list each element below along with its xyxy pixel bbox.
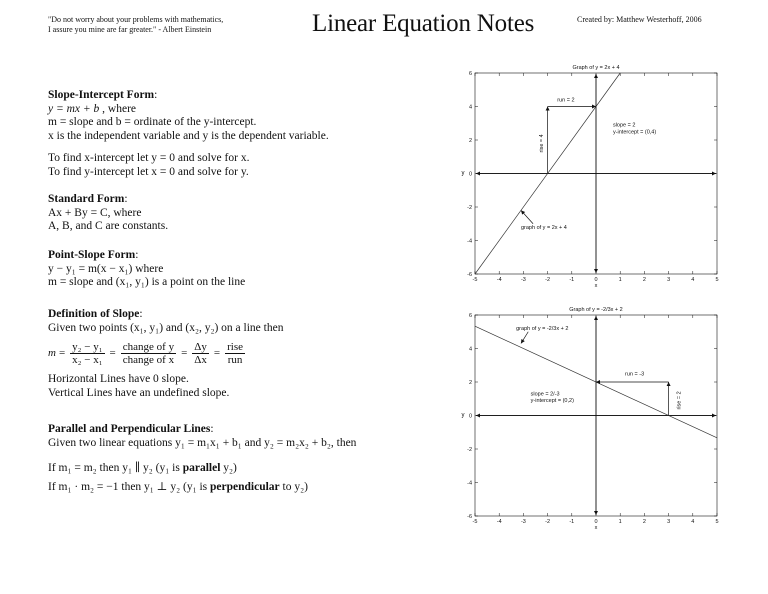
graph-label: graph of y = 2x + 4 (520, 224, 567, 231)
y-tick-label: -2 (467, 447, 472, 453)
fraction-change (121, 341, 176, 366)
fraction-delta-y-over-delta-x (70, 341, 104, 366)
einstein-quote (48, 15, 223, 35)
fraction-denominator: change of x (122, 354, 175, 366)
x-tick-label: -5 (472, 519, 478, 525)
rise-label: rise = 2 (676, 391, 683, 410)
y-tick-label: -2 (467, 205, 472, 211)
x-tick-label: 2 (642, 519, 646, 525)
chart-title: Graph of y = 2x + 4 (572, 65, 620, 71)
x-axis-label: x (594, 283, 598, 289)
y-tick-label: 0 (468, 413, 472, 420)
run-label: run = 2 (557, 97, 575, 104)
point-slope-heading: Point-Slope Form (48, 249, 136, 261)
y-axis-label: y (461, 170, 465, 177)
slope-intercept-line-3: x is the independent variable and y is the dependent variable. (48, 129, 329, 142)
y-tick-label: 6 (468, 71, 472, 77)
fraction-numerator: Δy (194, 341, 207, 353)
graph-2 (440, 300, 740, 536)
equals-sign: = (181, 346, 188, 359)
quote-line-2: I assure you mine are far greater." - Albert Einstein (48, 25, 212, 34)
y-tick-label: -6 (467, 514, 472, 520)
x-tick-label: -4 (496, 519, 502, 525)
y-tick-label: 2 (468, 380, 472, 386)
x-tick-label: 0 (594, 519, 598, 525)
equals-sign: = (58, 346, 66, 359)
intercept-label: y-intercept = (0,2) (530, 398, 574, 405)
x-tick-label: -5 (472, 277, 478, 283)
fraction-delta (192, 341, 209, 366)
fraction-numerator: y₂ − y₁ (72, 341, 103, 353)
x-tick-label: 3 (667, 277, 671, 283)
x-tick-label: 0 (594, 277, 598, 283)
chart-title: Graph of y = -2/3x + 2 (569, 307, 623, 313)
point-slope-section: Point-Slope Form: y − y₁ = m(x − x₁) where m = slope and (x₁, y₁) is a point on the line (48, 249, 246, 288)
slope-intercept-line-2: m = slope and b = ordinate of the y-intercept. (48, 116, 257, 128)
equals-sign: = (213, 346, 221, 359)
graph-label-pointer-head (521, 339, 525, 343)
vertical-lines-note: Vertical Lines have an undefined slope. (48, 386, 230, 399)
rise-arrow-head (667, 382, 671, 386)
slope-intercept-equation: y = mx + b (48, 102, 100, 115)
x-tick-label: -1 (569, 519, 575, 525)
parallel-line-1: Given two linear equations y₁ = m₁x₁ + b₁ and y₂ = m₂x₂ + b₂, then (48, 436, 357, 449)
fraction-denominator: run (227, 354, 243, 366)
x-axis-arrow-left-head (476, 172, 480, 176)
perpendicular-rule-text: If m₁ · m₂ = −1 then y₁ ⊥ y₂ (y₁ is (48, 480, 211, 493)
parallel-heading: Parallel and Perpendicular Lines (48, 423, 211, 435)
y-tick-label: 4 (468, 346, 472, 353)
slope-m: m (48, 346, 56, 359)
x-tick-label: 1 (618, 277, 622, 283)
x-tick-label: 3 (667, 519, 671, 525)
standard-form-line-2: A, B, and C are constants. (48, 220, 169, 232)
point-slope-line-2: m = slope and (x₁, y₁) is a point on the line (48, 276, 246, 288)
horizontal-lines-note: Horizontal Lines have 0 slope. (48, 373, 189, 385)
fraction-denominator: x₂ − x₁ (72, 354, 103, 366)
x-tick-label: 4 (691, 519, 695, 525)
x-tick-label: 2 (642, 277, 646, 283)
run-label: run = -3 (625, 371, 645, 378)
slope-intercept-section: Slope-Intercept Form: y = mx + b , where m = slope and b = ordinate of the y-intercept. x is the independent variable and y is the dependent variable. To find x-intercept let y = 0 and solve for x. To find y-intercept let x = 0 and solve for y. (48, 89, 329, 178)
parallel-rule-end: y₂) (220, 462, 237, 474)
parallel-word: parallel (182, 462, 221, 474)
fraction-numerator: rise (227, 341, 243, 353)
x-axis-label: x (594, 525, 598, 531)
graph-1 (440, 58, 740, 294)
intercept-label: y-intercept = (0,4) (612, 129, 657, 136)
x-tick-label: -3 (520, 519, 526, 525)
x-tick-label: 1 (618, 519, 622, 525)
slope-definition-section: Definition of Slope: Given two points (x₁, y₁) and (x₂, y₂) on a line then m = $\frac{\text{y₂ − y₁}}{\text{x₂ − x₁}}$ = $\frac{\text{change of y}}{\text{change of x}}$ = $\frac{\Delta y}{\Delta x}$ = $\frac{\text{rise}}{\text{run}}$ Horizontal Lines have 0 slope. Vertical Lines have an undefined slope. (48, 308, 284, 399)
slope-intercept-heading: Slope-Intercept Form (48, 89, 155, 101)
slope-definition-heading: Definition of Slope (48, 308, 140, 320)
standard-form-line-1: Ax + By = C, where (48, 206, 142, 219)
y-tick-label: -4 (467, 238, 472, 245)
parallel-perpendicular-section: Parallel and Perpendicular Lines: Given two linear equations y₁ = m₁x₁ + b₁ and y₂ = m₂x₂ + b₂, then If m₁ = m₂ then y₁ ∥ y₂ (y₁ is parallel y₂) If m₁ · m₂ = −1 then y₁ ⊥ y₂ (y₁ is perpendicular to y₂) (48, 423, 357, 493)
perpendicular-word: perpendicular (210, 480, 280, 493)
x-tick-label: -4 (496, 277, 502, 283)
quote-line-1: "Do not worry about your problems with mathematics, (48, 15, 224, 24)
slope-intercept-suffix: , where (102, 102, 137, 115)
slope-label: slope = 2/-3 (530, 391, 560, 398)
y-tick-label: -4 (467, 480, 472, 487)
y-axis-arrow-down-head (594, 511, 598, 515)
fraction-rise-run (225, 341, 245, 366)
run-arrow-head (596, 380, 600, 384)
y-tick-label: 0 (468, 171, 472, 178)
equals-sign: = (109, 346, 116, 359)
x-tick-label: 5 (715, 519, 719, 525)
rise-label: rise = 4 (538, 134, 545, 153)
x-tick-label: -3 (520, 277, 526, 283)
x-axis-arrow-left-head (476, 414, 480, 418)
fraction-numerator: change of y (122, 341, 175, 353)
page-title: Linear Equation Notes (312, 10, 535, 37)
rise-arrow-head (546, 107, 550, 111)
x-tick-label: 4 (691, 277, 695, 283)
x-intercept-instruction: To find x-intercept let y = 0 and solve for x. (48, 152, 250, 164)
x-tick-label: -2 (545, 277, 551, 283)
standard-form-section: Standard Form: Ax + By = C, where A, B, and C are constants. (48, 193, 169, 232)
slope-label: slope = 2 (612, 122, 636, 129)
y-tick-label: 2 (468, 138, 472, 144)
y-tick-label: 6 (468, 313, 472, 319)
parallel-rule-text: If m₁ = m₂ then y₁ ∥ y₂ (y₁ is (48, 462, 183, 474)
y-axis-label: y (461, 412, 465, 419)
perpendicular-rule-end: to y₂) (279, 480, 308, 493)
y-tick-label: 4 (468, 104, 472, 111)
slope-definition-line-1: Given two points (x₁, y₁) and (x₂, y₂) on a line then (48, 321, 284, 334)
x-tick-label: -1 (569, 277, 575, 283)
standard-form-heading: Standard Form (48, 193, 125, 205)
x-tick-label: -2 (545, 519, 551, 525)
y-intercept-instruction: To find y-intercept let x = 0 and solve for y. (48, 165, 249, 178)
fraction-denominator: Δx (194, 354, 207, 366)
slope-formula (48, 341, 283, 366)
credit-line: Created by: Matthew Westerhoff, 2006 (577, 15, 702, 24)
x-tick-label: 5 (715, 277, 719, 283)
point-slope-line-1: y − y₁ = m(x − x₁) where (48, 262, 164, 275)
y-axis-arrow-down-head (594, 269, 598, 273)
graph-label: graph of y = -2/3x + 2 (516, 326, 569, 333)
y-tick-label: -6 (467, 272, 472, 278)
